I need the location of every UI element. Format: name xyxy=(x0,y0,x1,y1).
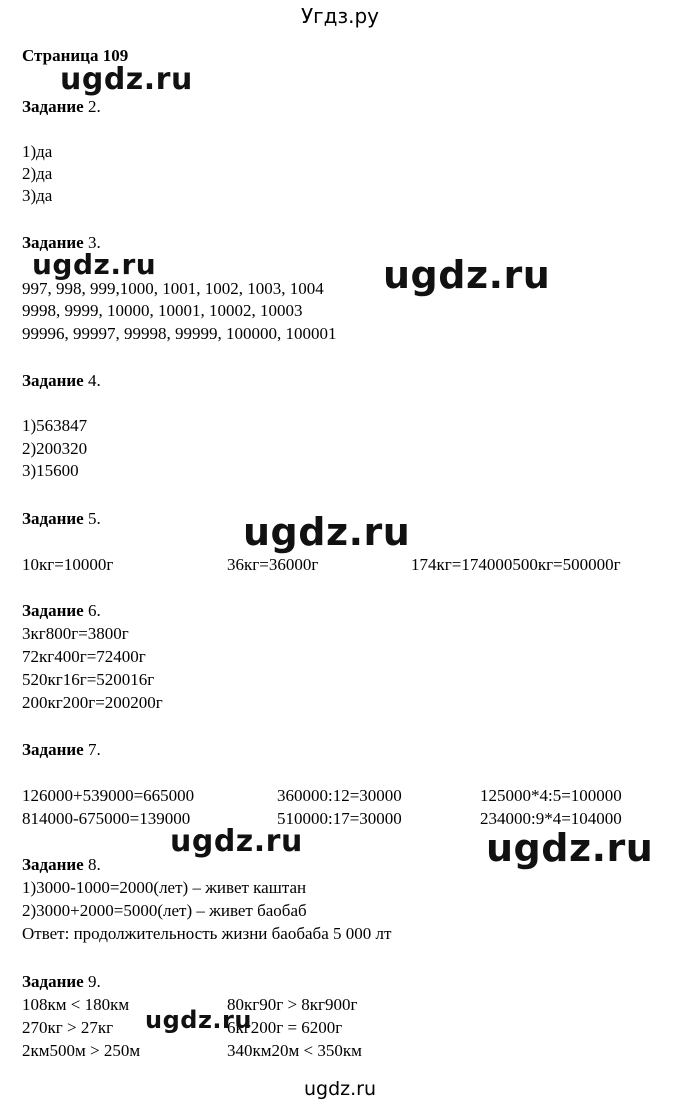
task-7-cell: 814000-675000=139000 xyxy=(22,809,191,828)
task-4-line: 2)200320 xyxy=(22,439,88,458)
watermark: ugdz.ru xyxy=(32,248,157,281)
task-number: 8. xyxy=(87,855,101,874)
watermark: ugdz.ru xyxy=(170,824,303,859)
task-5-heading xyxy=(22,508,101,530)
task-6-line: 200кг200г=200200г xyxy=(22,693,163,712)
task-2-heading xyxy=(22,96,101,118)
task-5-cell: 36кг=36000г xyxy=(227,555,319,574)
task-7-cell: 510000:17=30000 xyxy=(277,809,402,828)
task-2-line: 2)да xyxy=(22,164,53,183)
task-6-heading xyxy=(22,600,101,622)
task-4-line: 1)563847 xyxy=(22,416,88,435)
watermark: ugdz.ru xyxy=(145,1006,252,1034)
task-number: 4. xyxy=(87,371,101,390)
task-label: Задание xyxy=(22,233,84,252)
task-2-line: 1)да xyxy=(22,142,53,161)
task-3-line: 9998, 9999, 10000, 10001, 10002, 10003 xyxy=(22,301,303,320)
task-6-line: 72кг400г=72400г xyxy=(22,647,146,666)
task-label: Задание xyxy=(22,97,84,116)
watermark: ugdz.ru xyxy=(486,826,654,870)
task-3-line: 99996, 99997, 99998, 99999, 100000, 100001 xyxy=(22,324,337,343)
task-7-cell: 125000*4:5=100000 xyxy=(480,786,622,805)
watermark: ugdz.ru xyxy=(60,62,193,97)
task-8-line: 2)3000+2000=5000(лет) – живет баобаб xyxy=(22,901,307,920)
task-label: Задание xyxy=(22,371,84,390)
task-3-line: 997, 998, 999,1000, 1001, 1002, 1003, 1004 xyxy=(22,279,324,298)
task-7-cell: 234000:9*4=104000 xyxy=(480,809,622,828)
task-number: 2. xyxy=(87,97,101,116)
task-5-cell: 174кг=174000500кг=500000г xyxy=(411,555,621,574)
task-7-cell: 360000:12=30000 xyxy=(277,786,402,805)
task-6-line: 520кг16г=520016г xyxy=(22,670,155,689)
task-number: 5. xyxy=(87,509,101,528)
task-8-answer: Ответ: продолжительность жизни баобаба 5 000 лт xyxy=(22,924,392,943)
task-4-line: 3)15600 xyxy=(22,461,79,480)
task-6-line: 3кг800г=3800г xyxy=(22,624,129,643)
task-label: Задание xyxy=(22,740,84,759)
page-title: Страница 109 xyxy=(22,46,129,65)
task-number: 6. xyxy=(87,601,101,620)
task-9-cell: 6кг200г = 6200г xyxy=(227,1018,343,1037)
task-number: 3. xyxy=(87,233,101,252)
task-9-cell: 270кг > 27кг xyxy=(22,1018,114,1037)
task-9-cell: 2км500м > 250м xyxy=(22,1041,141,1060)
watermark: ugdz.ru xyxy=(243,510,411,554)
task-number: 7. xyxy=(87,740,101,759)
site-header-title: Угдз.ру xyxy=(300,4,380,28)
task-label: Задание xyxy=(22,972,84,991)
task-8-heading xyxy=(22,854,101,876)
task-label: Задание xyxy=(22,601,84,620)
task-number: 9. xyxy=(87,972,101,991)
task-5-cell: 10кг=10000г xyxy=(22,555,114,574)
task-2-line: 3)да xyxy=(22,186,53,205)
task-9-cell: 108км < 180км xyxy=(22,995,130,1014)
watermark: ugdz.ru xyxy=(383,253,551,297)
task-8-line: 1)3000-1000=2000(лет) – живет каштан xyxy=(22,878,307,897)
task-4-heading xyxy=(22,370,101,392)
task-7-heading xyxy=(22,739,101,761)
task-9-cell: 340км20м < 350км xyxy=(227,1041,362,1060)
task-label: Задание xyxy=(22,509,84,528)
task-9-cell: 80кг90г > 8кг900г xyxy=(227,995,358,1014)
task-label: Задание xyxy=(22,855,84,874)
task-7-cell: 126000+539000=665000 xyxy=(22,786,195,805)
task-9-heading xyxy=(22,971,101,993)
footer-watermark: ugdz.ru xyxy=(303,1078,377,1100)
